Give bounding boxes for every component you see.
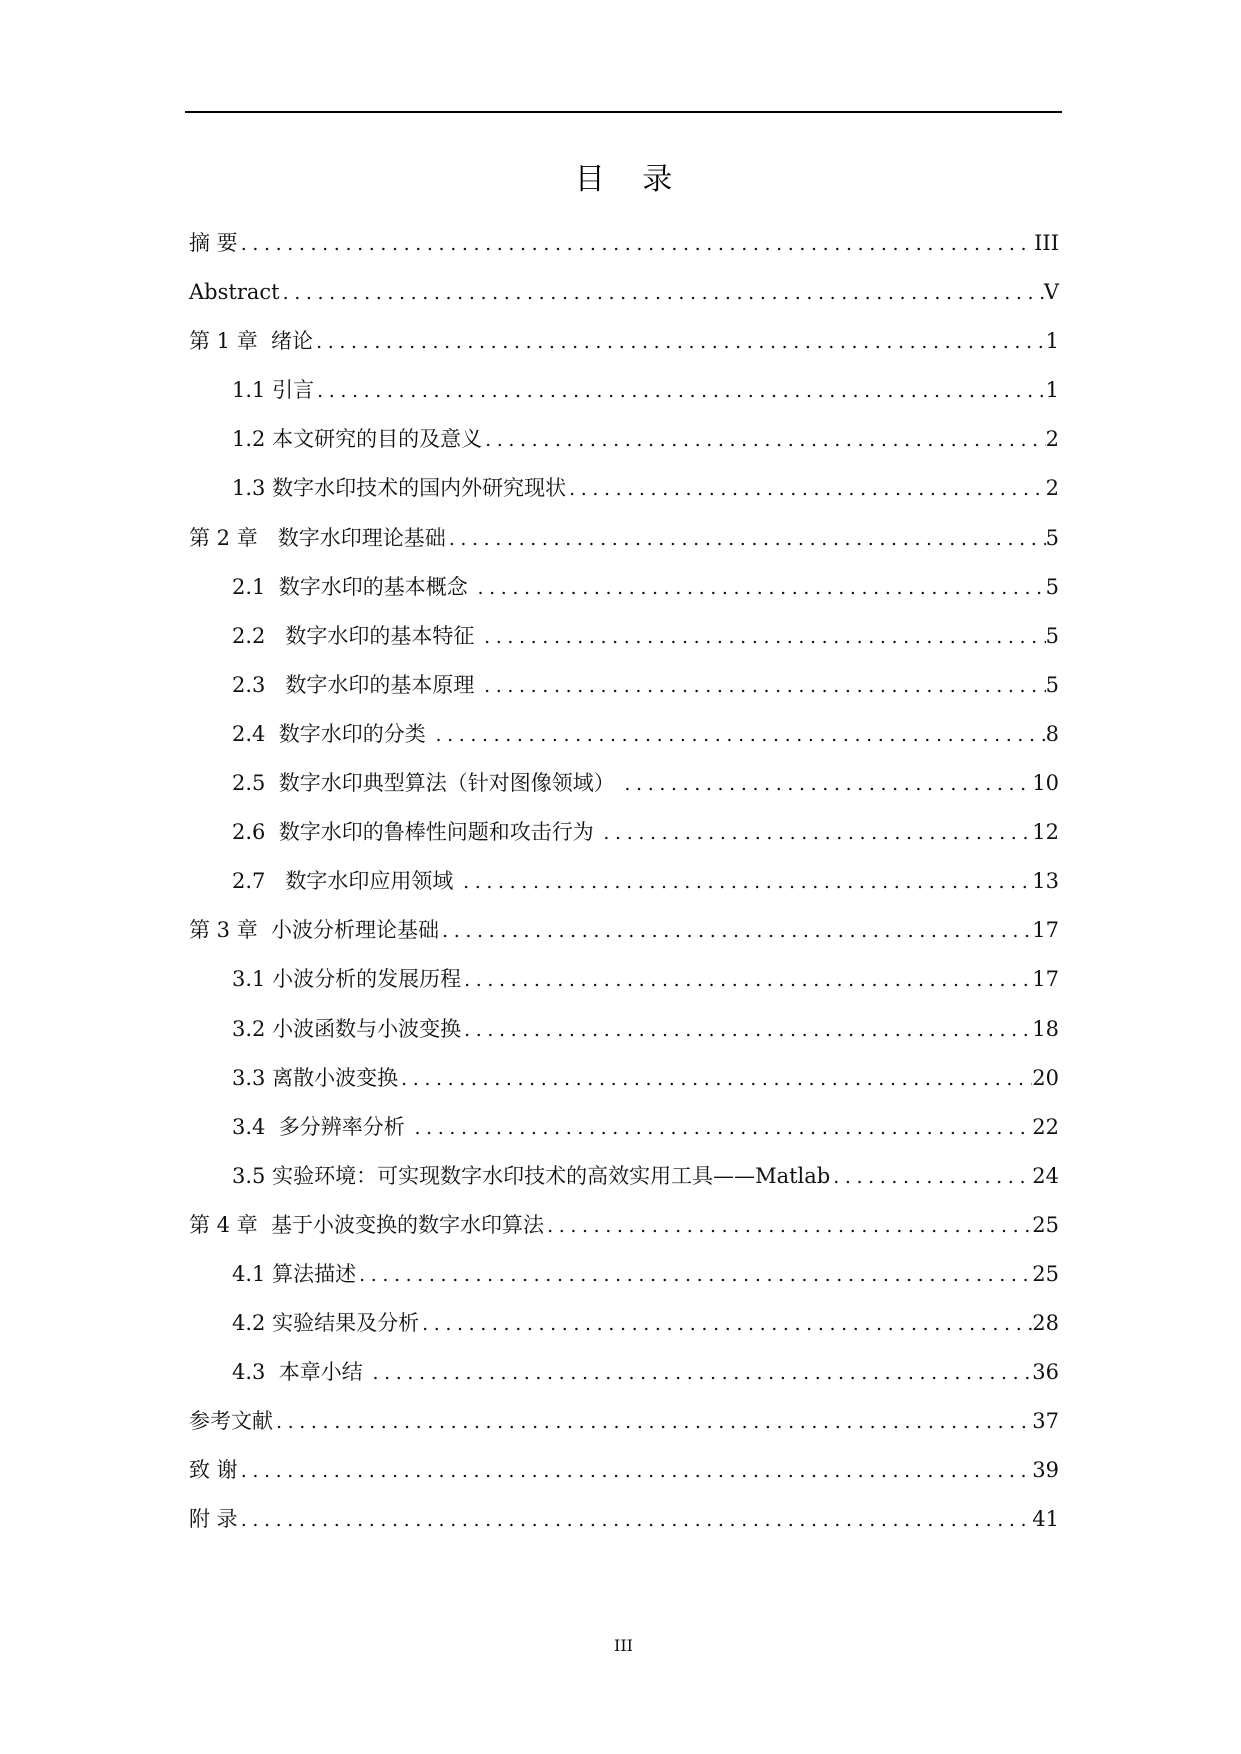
toc-entry-label: 2.1 数字水印的基本概念	[232, 574, 475, 599]
toc-entry-page: 36	[1032, 1360, 1059, 1385]
toc-leader-dots	[461, 1010, 1032, 1050]
toc-entry-page: 13	[1032, 869, 1059, 894]
toc-entry-page: V	[1043, 280, 1059, 305]
toc-entry-section-2-4[interactable]	[189, 714, 1059, 763]
toc-entry-page: 8	[1045, 721, 1059, 746]
toc-leader-dots	[356, 1255, 1032, 1295]
toc-leader-dots	[411, 1108, 1032, 1148]
toc-entry-label: 致 谢	[189, 1458, 238, 1483]
toc-entry-chapter-3[interactable]	[189, 910, 1059, 959]
toc-entry-page: 5	[1045, 525, 1059, 550]
toc-entry-page: 28	[1032, 1311, 1059, 1336]
toc-entry-page: 17	[1032, 918, 1059, 943]
toc-entry-page: III	[1034, 231, 1059, 255]
toc-entry-page: 37	[1032, 1409, 1059, 1434]
toc-leader-dots	[313, 322, 1046, 362]
toc-entry-acknowledgements[interactable]	[189, 1450, 1059, 1499]
toc-entry-page: 25	[1032, 1212, 1059, 1237]
toc-entry-label: 4.2 实验结果及分析	[232, 1311, 420, 1336]
toc-entry-section-2-5[interactable]	[189, 763, 1059, 812]
toc-entry-label: 2.5 数字水印典型算法（针对图像领域）	[232, 771, 622, 796]
toc-entry-label: 第 2 章 数字水印理论基础	[189, 525, 446, 550]
toc-entry-page: 39	[1032, 1458, 1059, 1483]
toc-entry-label: 摘 要	[189, 231, 238, 255]
toc-entry-section-2-7[interactable]	[189, 861, 1059, 910]
toc-entry-section-3-1[interactable]	[189, 959, 1059, 1008]
toc-entry-label: Abstract	[189, 280, 280, 305]
toc-entry-page: 17	[1032, 967, 1059, 992]
toc-entry-abstract-en[interactable]	[189, 272, 1059, 321]
toc-leader-dots	[566, 469, 1046, 509]
toc-entry-label: 附 录	[189, 1507, 238, 1532]
toc-entry-label: 1.1 引言	[232, 378, 315, 403]
toc-leader-dots	[446, 519, 1046, 559]
toc-entry-section-2-2[interactable]	[189, 616, 1059, 665]
toc-entry-references[interactable]	[189, 1401, 1059, 1450]
toc-entry-section-1-3[interactable]	[189, 468, 1059, 517]
toc-entry-label: 3.1 小波分析的发展历程	[232, 967, 462, 992]
toc-entry-page: 2	[1045, 476, 1059, 501]
toc-leader-dots	[461, 960, 1032, 1000]
toc-entry-label: 3.3 离散小波变换	[232, 1065, 399, 1090]
toc-leader-dots	[460, 862, 1032, 902]
toc-entry-section-4-2[interactable]	[189, 1303, 1059, 1352]
toc-leader-dots	[474, 568, 1045, 608]
toc-title: 目 录	[574, 162, 687, 197]
toc-entry-section-3-2[interactable]	[189, 1009, 1059, 1058]
toc-entry-page: 24	[1032, 1163, 1059, 1188]
toc-entry-section-4-1[interactable]	[189, 1254, 1059, 1303]
toc-entry-page: 1	[1045, 329, 1059, 354]
toc-entry-label: 2.4 数字水印的分类	[232, 721, 433, 746]
toc-entry-label: 2.3 数字水印的基本原理	[232, 672, 482, 697]
header-rule	[185, 111, 1062, 113]
toc-entry-section-1-2[interactable]	[189, 419, 1059, 468]
toc-leader-dots	[439, 911, 1032, 951]
toc-entry-section-4-3[interactable]	[189, 1352, 1059, 1401]
toc-leader-dots	[432, 715, 1045, 755]
toc-leader-dots	[481, 617, 1046, 657]
toc-entry-section-2-1[interactable]	[189, 567, 1059, 616]
toc-entry-label: 3.2 小波函数与小波变换	[232, 1016, 462, 1041]
toc-entry-section-3-3[interactable]	[189, 1058, 1059, 1107]
toc-entry-page: 10	[1032, 771, 1059, 796]
toc-entry-section-3-5[interactable]	[189, 1156, 1059, 1205]
toc-entry-page: 18	[1032, 1016, 1059, 1041]
toc-entry-label: 2.7 数字水印应用领域	[232, 869, 461, 894]
toc-leader-dots	[238, 1451, 1033, 1491]
toc-entry-label: 4.1 算法描述	[232, 1261, 357, 1286]
toc-entry-label: 第 3 章 小波分析理论基础	[189, 918, 440, 943]
toc-leader-dots	[600, 813, 1032, 853]
toc-leader-dots	[398, 1059, 1032, 1099]
toc-entry-page: 25	[1032, 1261, 1059, 1286]
toc-entry-page: 2	[1045, 427, 1059, 452]
toc-entry-chapter-4[interactable]	[189, 1205, 1059, 1254]
toc-entry-abstract-cn[interactable]	[189, 223, 1059, 272]
toc-entry-label: 3.4 多分辨率分析	[232, 1114, 412, 1139]
toc-entry-page: 22	[1032, 1114, 1059, 1139]
toc-entry-label: 2.2 数字水印的基本特征	[232, 623, 482, 648]
toc-entry-section-3-4[interactable]	[189, 1107, 1059, 1156]
toc-entry-page: 5	[1045, 672, 1059, 697]
toc-leader-dots	[419, 1304, 1032, 1344]
toc-leader-dots	[481, 666, 1046, 706]
page-number: III	[614, 1636, 633, 1655]
toc-leader-dots	[273, 1402, 1032, 1442]
toc-leader-dots	[830, 1157, 1032, 1197]
toc-entry-label: 4.3 本章小结	[232, 1360, 370, 1385]
toc-entry-page: 1	[1045, 378, 1059, 403]
toc-entry-chapter-1[interactable]	[189, 321, 1059, 370]
toc-entry-section-2-3[interactable]	[189, 665, 1059, 714]
toc-entry-section-2-6[interactable]	[189, 812, 1059, 861]
toc-entry-page: 5	[1045, 574, 1059, 599]
toc-entry-label: 1.3 数字水印技术的国内外研究现状	[232, 476, 567, 501]
toc-leader-dots	[238, 224, 1034, 264]
toc-entry-appendix[interactable]	[189, 1499, 1059, 1548]
toc-entry-page: 41	[1032, 1507, 1059, 1532]
toc-leader-dots	[314, 371, 1046, 411]
toc-entry-chapter-2[interactable]	[189, 518, 1059, 567]
toc-leader-dots	[369, 1353, 1032, 1393]
table-of-contents	[189, 223, 1059, 1549]
toc-entry-page: 5	[1045, 623, 1059, 648]
toc-entry-label: 参考文献	[189, 1409, 273, 1434]
toc-entry-page: 20	[1032, 1065, 1059, 1090]
toc-leader-dots	[544, 1206, 1032, 1246]
toc-entry-label: 第 1 章 绪论	[189, 329, 314, 354]
toc-leader-dots	[621, 764, 1032, 804]
toc-entry-page: 12	[1032, 820, 1059, 845]
toc-entry-label: 3.5 实验环境：可实现数字水印技术的高效实用工具——Matlab	[232, 1163, 831, 1188]
toc-leader-dots	[238, 1500, 1033, 1540]
toc-entry-label: 第 4 章 基于小波变换的数字水印算法	[189, 1212, 545, 1237]
toc-entry-label: 1.2 本文研究的目的及意义	[232, 427, 483, 452]
toc-leader-dots	[482, 420, 1046, 460]
toc-leader-dots	[280, 273, 1044, 313]
toc-entry-label: 2.6 数字水印的鲁棒性问题和攻击行为	[232, 820, 601, 845]
toc-entry-section-1-1[interactable]	[189, 370, 1059, 419]
